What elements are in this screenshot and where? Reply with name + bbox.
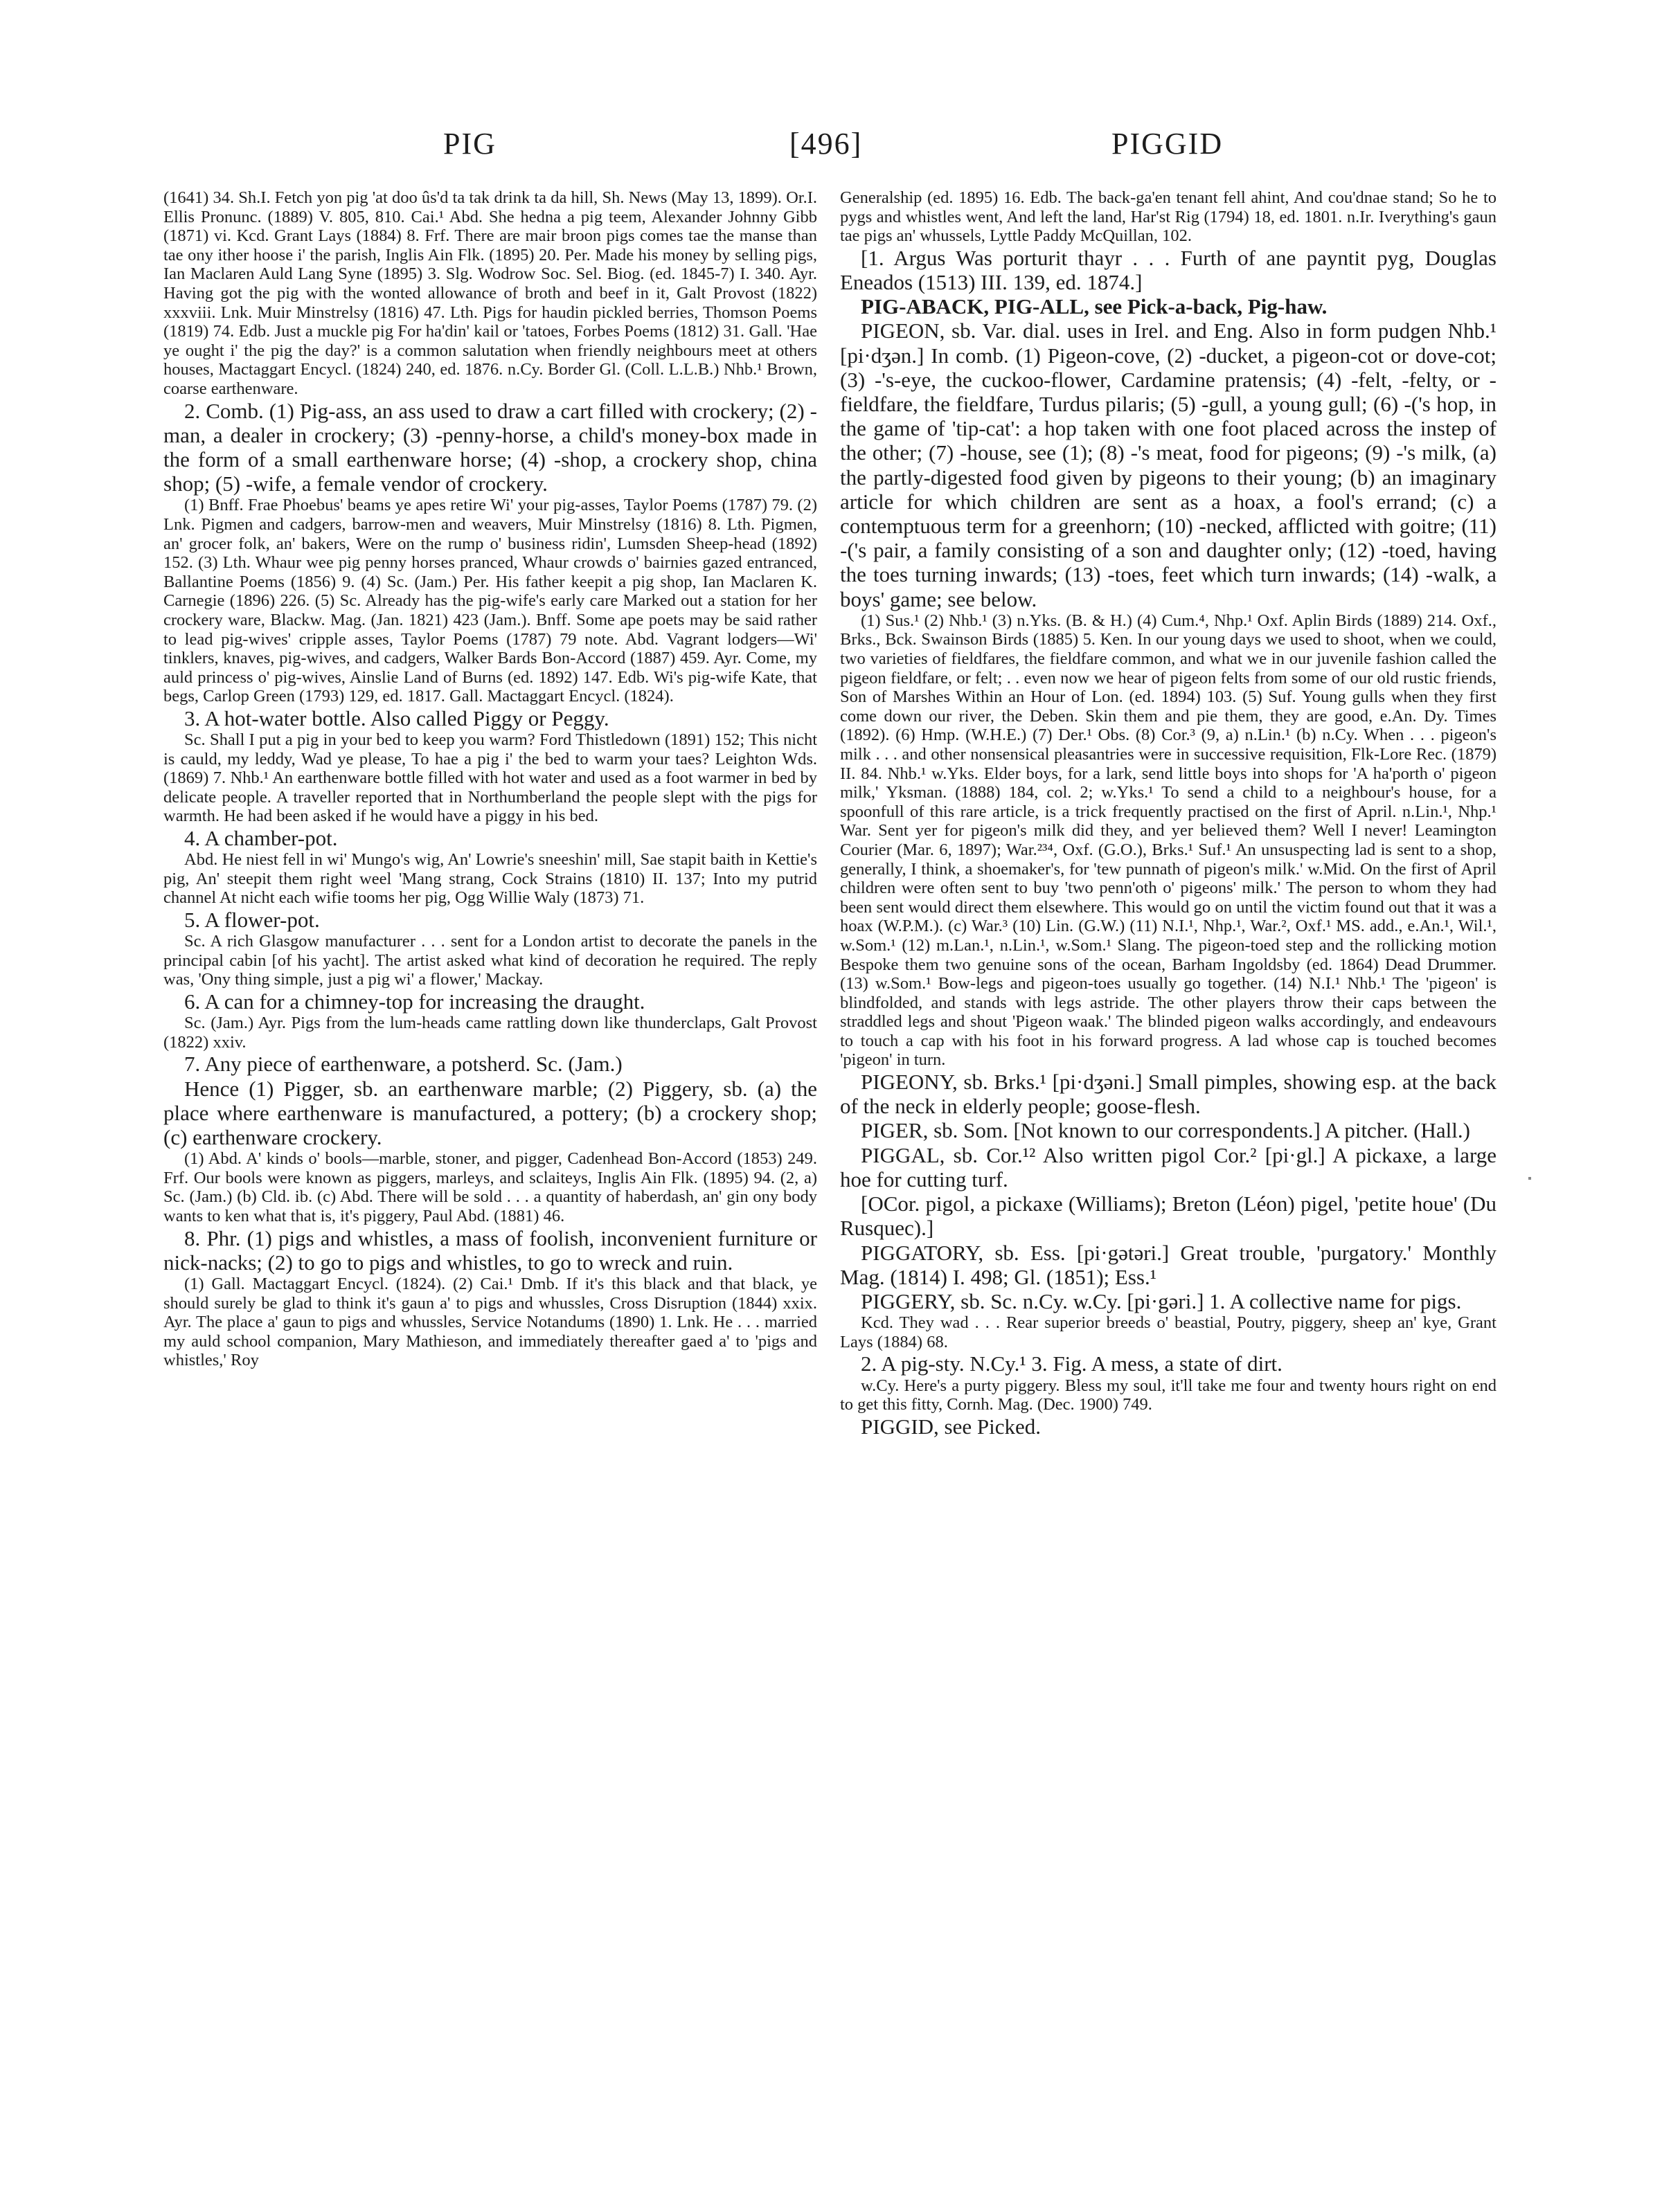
entry-paragraph: PIGER, sb. Som. [Not known to our correspondents.] A pitcher. (Hall.) <box>861 1118 1470 1143</box>
quotation-paragraph: (1) Sus.¹ (2) Nhb.¹ (3) n.Yks. (B. & H.) (4) Cum.⁴, Nhp.¹ Oxf. Aplin Birds (1889) 214. Oxf., Brks., Bck. Swainson Birds (1885) 5. Ken. In our young days we used to shoot, when we could, two varieties of fieldfares, the fieldfare common, and what we in our juvenile fashion called the pigeon fieldfare, or felt; . . even now we hear of pigeon felts from some of our old rustic friends, Son of Marshes Within an Hour of Lon. (ed. 1894) 103. (5) Suf. Young gulls when they first come down our river, the Deben. Skin them and pie them, they are good, e.An. Dy. Times (1892). (6) Hmp. (W.H.E.) (7) Der.¹ Obs. (8) Cor.³ (9, a) n.Lin.¹ (b) n.Cy. When . . . pigeon's milk . . . and other nonsensical pleasantries were in successive requisition, Flk-Lore Rec. (1879) II. 84. Nhb.¹ w.Yks. Elder boys, for a lark, send little boys into shops for 'A ha'porth o' pigeon milk,' Yksman. (1888) 184, col. 2; w.Yks.¹ To send a child to a neighbour's house, for a spoonfull of this rare article, is a trick frequently practised on the first of April. n.Lin.¹, Nhp.¹ War. Sent yer for pigeon's milk did they, and yer believed them? Well I never! Leamington Courier (Mar. 6, 1897); War.²³⁴, Oxf. (G.O.), Brks.¹ Suf.¹ An unsuspecting lad is sent to a shop, generally, I think, a shoemaker's, for 'tew punnath of pigeon's milk.' w.Mid. On the first of April children were often sent to buy 'two penn'oth o' pigeons' milk.' The person to whom they had been sent would direct them elsewhere. This would go on until the victim found out that it was a hoax (W.P.M.). (c) War.³ (10) Lin. (G.W.) (11) N.I.¹, Nhp.¹, War.², Oxf.¹ MS. add., e.An.¹, Wil.¹, w.Som.¹ (12) m.Lan.¹, n.Lin.¹, w.Som.¹ Slang. The pigeon-toed step and the rollicking motion Bespoke them two genuine sons of the ocean, Barham Ingoldsby (ed. 1864) Dead Drummer. (13) w.Som.¹ Bow-legs and pigeon-toes usually go together. (14) N.I.¹ Nhb.¹ The 'pigeon' is blindfolded, and stands with legs astride. The other players throw their caps between the straddled legs and shout 'Pigeon waak.' The blinded pigeon walks accordingly, and endeavours to touch a cap with his foot in his forward progress. A lad whose cap is touched becomes 'pigeon' in turn. <box>840 611 1496 1070</box>
quotation-paragraph: Sc. A rich Glasgow manufacturer . . . sent for a London artist to decorate the panels in the principal cabin [of his yacht]. The artist asked what kind of decoration he required. The reply was, 'Ony thing simple, just a pig wi' a flower,' Mackay. <box>163 932 817 989</box>
entry-paragraph: PIGEON, sb. Var. dial. uses in Irel. and Eng. Also in form pudgen Nhb.¹ [pi·dʒən.] In comb. (1) Pigeon-cove, (2) -ducket, a pigeon-cot or dove-cot; (3) -'s-eye, the cuckoo-flower, Cardamine pratensis; (4) -felt, -felty, or -fieldfare, the fieldfare, Turdus pilaris; (5) -gull, a young gull; (6) -('s hop, in the game of 'tip-cat': a hop taken with one foot placed across the instep of the other; (7) -house, see (1); (8) -'s meat, food for pigeons; (9) -'s milk, (a) the partly-digested food given by pigeons to their young; (b) an imaginary article for which children are sent as a hoax, a fool's errand; (c) a contemptuous term for a greenhorn; (10) -necked, afflicted with goitre; (11) -('s pair, a family consisting of a son and daughter only; (12) -toed, having the toes turning inwards; (13) -toes, feet which turn inwards; (14) -walk, a boys' game; see below. <box>840 318 1496 611</box>
quotation-paragraph: (1641) 34. Sh.I. Fetch yon pig 'at doo ûs'd ta tak drink ta da hill, Sh. News (May 13, 1899). Or.I. Ellis Pronunc. (1889) V. 805, 810. Cai.¹ Abd. She hedna a pig teem, Alexander Johnny Gibb (1871) vi. Kcd. Grant Lays (1884) 8. Frf. There are mair broon pigs comes tae the manse than tae ony ither hoose i' the parish, Inglis Ain Flk. (1895) 20. Per. Made his money by selling pigs, Ian Maclaren Auld Lang Syne (1895) 3. Slg. Wodrow Soc. Sel. Biog. (ed. 1845-7) I. 340. Ayr. Having got the pig with the wonted allowance of broth and beef in it, Galt Provost (1822) xxxviii. Lnk. Muir Minstrelsy (1816) 47. Lth. Pigs for haudin pickled berries, Thomson Poems (1819) 74. Edb. Just a muckle pig For ha'din' kail or 'tatoes, Forbes Poems (1812) 31. Gall. 'Hae ye ought i' the pig the day?' is a common salutation when friendly neighbours meet at others houses, Mactaggart Encycl. (1824) 240, ed. 1876. n.Cy. Border Gl. (Coll. L.L.B.) Nhb.¹ Brown, coarse earthenware. <box>163 188 817 398</box>
quotation-paragraph: Kcd. They wad . . . Rear superior breeds o' beastial, Poutry, piggery, sheep an' kye, Grant Lays (1884) 68. <box>840 1313 1496 1351</box>
running-head-right: PIGGID <box>1111 127 1224 161</box>
quotation-paragraph: Sc. Shall I put a pig in your bed to keep you warm? Ford Thistledown (1891) 152; This nicht is cauld, my leddy, Wad ye please, To hae a pig i' the bed to warm your taes? Leighton Wds. (1869) 7. Nhb.¹ An earthenware bottle filled with hot water and used as a foot warmer in bed by delicate people. A traveller reported that in Northumberland the people slept with the pigs for warmth. He had been asked if he would have a piggy in his bed. <box>163 730 817 826</box>
left-column <box>163 188 817 1370</box>
quotation-paragraph: w.Cy. Here's a purty piggery. Bless my soul, it'll take me four and twenty hours right on end to get this fitty, Cornh. Mag. (Dec. 1900) 749. <box>840 1376 1496 1414</box>
entry-paragraph: PIG-ABACK, PIG-ALL, see Pick-a-back, Pig-haw. <box>861 294 1328 319</box>
quotation-paragraph: Generalship (ed. 1895) 16. Edb. The back-ga'en tenant fell ahint, And cou'dnae stand; So he to pygs and whistles went, And left the land, Har'st Rig (1794) 18, ed. 1801. n.Ir. Iverything's gaun tae pigs an' whussels, Lyttle Paddy McQuillan, 102. <box>840 188 1496 246</box>
sense-paragraph: 2. A pig-sty. N.Cy.¹ 3. Fig. A mess, a state of dirt. <box>861 1351 1283 1376</box>
quotation-paragraph: Sc. (Jam.) Ayr. Pigs from the lum-heads came rattling down like thunderclaps, Galt Provost (1822) xxiv. <box>163 1014 817 1052</box>
etymology-paragraph: [1. Argus Was porturit thayr . . . Furth of ane payntit pyg, Douglas Eneados (1513) III. 139, ed. 1874.] <box>840 245 1496 294</box>
quotation-paragraph: (1) Bnff. Frae Phoebus' beams ye apes retire Wi' your pig-asses, Taylor Poems (1787) 79. (2) Lnk. Pigmen and cadgers, barrow-men and weavers, Muir Minstrelsy (1816) 8. Lth. Pigmen, an' grocer folk, an' bakers, Were on the rump o' business ridin', Lumsden Sheep-head (1892) 152. (3) Lth. Whaur wee pig penny horses pranced, Whaur crowds o' bairnies gazed entranced, Ballantine Poems (1856) 9. (4) Sc. (Jam.) Per. His father keepit a pig shop, Ian Maclaren K. Carnegie (1896) 226. (5) Sc. Already has the pig-wife's early care Marked out a station for her crockery ware, Blackw. Mag. (Jan. 1821) 423 (Jam.). Bnff. Some ape poets may be said rather to lead pig-wives' cripple asses, Taylor Poems (1787) 79 note. Abd. Vagrant lodgers—Wi' tinklers, knaves, pig-wives, and cadgers, Walker Bards Bon-Accord (1887) 459. Ayr. Come, my auld princess o' pig-wives, Ainslie Land of Burns (ed. 1892) 147. Edb. Wi's pig-wife Kate, that begs, Carlop Green (1793) 129, ed. 1817. Gall. Mactaggart Encycl. (1824). <box>163 496 817 706</box>
entry-paragraph: PIGGATORY, sb. Ess. [pi·gətəri.] Great trouble, 'purgatory.' Monthly Mag. (1814) I. 498; Gl. (1851); Ess.¹ <box>840 1240 1496 1289</box>
entry-paragraph: PIGEONY, sb. Brks.¹ [pi·dʒəni.] Small pimples, showing esp. at the back of the neck in elderly people; goose-flesh. <box>840 1070 1496 1119</box>
sense-paragraph: 4. A chamber-pot. <box>184 826 338 851</box>
entry-paragraph: PIGGID, see Picked. <box>861 1414 1042 1439</box>
quotation-paragraph: (1) Gall. Mactaggart Encycl. (1824). (2) Cai.¹ Dmb. If it's this black and that black, ye should surely be glad to think it's gaun a' to pigs and whussles, Cross Disruption (1844) xxix. Ayr. The place a' gaun to pigs and whussles, Service Notandums (1890) 1. Lnk. He . . . married my auld school companion, Mary Mathieson, and immediately thereafter gaed a' to 'pigs and whistles,' Roy <box>163 1275 817 1370</box>
sense-paragraph: 6. A can for a chimney-top for increasing the draught. <box>184 989 645 1014</box>
sense-paragraph: 7. Any piece of earthenware, a potsherd. Sc. (Jam.) <box>184 1052 623 1077</box>
sense-paragraph: 8. Phr. (1) pigs and whistles, a mass of foolish, inconvenient furniture or nick-nacks; (2) to go to pigs and whistles, to go to wreck and ruin. <box>163 1225 817 1275</box>
sense-paragraph: Hence (1) Pigger, sb. an earthenware marble; (2) Piggery, sb. (a) the place where earthenware is manufactured, a pottery; (b) a crockery shop; (c) earthenware crockery. <box>163 1076 817 1150</box>
etymology-paragraph: [OCor. pigol, a pickaxe (Williams); Breton (Léon) pigel, 'petite houe' (Du Rusquec).] <box>840 1192 1496 1241</box>
right-column <box>840 188 1496 1439</box>
sense-paragraph: 2. Comb. (1) Pig-ass, an ass used to draw a cart filled with crockery; (2) -man, a dealer in crockery; (3) -penny-horse, a child's money-box made in the form of a small earthenware horse; (4) -shop, a crockery shop, china shop; (5) -wife, a female vendor of crockery. <box>163 398 817 496</box>
quotation-paragraph: Abd. He niest fell in wi' Mungo's wig, An' Lowrie's sneeshin' mill, Sae stapit baith in Kettie's pig, An' steepit them right weel 'Mang strang, Cock Strains (1810) II. 137; Into my putrid channel At nicht each wifie tooms her pig, Ogg Willie Waly (1873) 71. <box>163 850 817 908</box>
sense-paragraph: 5. A flower-pot. <box>184 908 320 933</box>
margin-speck <box>1528 1177 1531 1180</box>
quotation-paragraph: (1) Abd. A' kinds o' bools—marble, stoner, and pigger, Cadenhead Bon-Accord (1853) 249. Frf. Our bools were known as piggers, marleys, and sclaiteys, Inglis Ain Flk. (1895) 94. (2, a) Sc. (Jam.) (b) Cld. ib. (c) Abd. There will be sold . . . a quantity of haberdash, an' gin ony body wants to ken what that is, it's piggery, Paul Abd. (1881) 46. <box>163 1149 817 1225</box>
entry-paragraph: PIGGAL, sb. Cor.¹² Also written pigol Cor.² [pi·gl.] A pickaxe, a large hoe for cutting turf. <box>840 1142 1496 1192</box>
running-head-left: PIG <box>443 127 497 161</box>
page-number: [496] <box>789 127 863 161</box>
entry-paragraph: PIGGERY, sb. Sc. n.Cy. w.Cy. [pi·gəri.] 1. A collective name for pigs. <box>861 1288 1462 1313</box>
sense-paragraph: 3. A hot-water bottle. Also called Piggy or Peggy. <box>184 705 609 730</box>
